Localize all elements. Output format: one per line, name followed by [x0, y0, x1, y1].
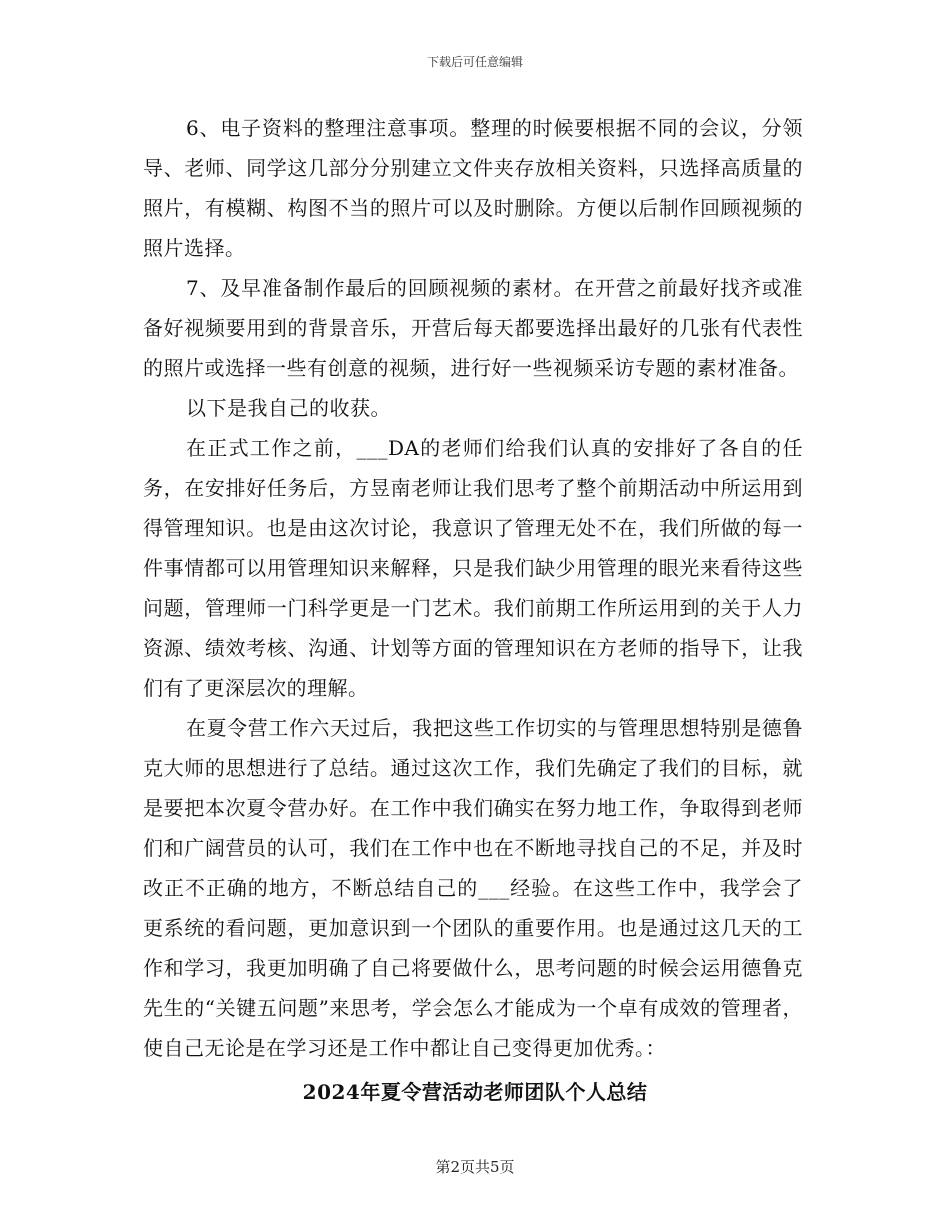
paragraph-item-7: 7、及早准备制作最后的回顾视频的素材。在开营之前最好找齐或准备好视频要用到的背景音乐，开营后每天都要选择出最好的几张有代表性的照片或选择一些有创意的视频，进行好一些视频采访专题的素材准备。: [143, 276, 803, 380]
document-title: 2024年夏令营活动老师团队个人总结: [302, 1080, 648, 1104]
paragraph-item-6: 6、电子资料的整理注意事项。整理的时候要根据不同的会议，分领导、老师、同学这几部分分别建立文件夹存放相关资料，只选择高质量的照片，有模糊、构图不当的照片可以及时删除。方便以后制作回顾视频的照片选择。: [143, 116, 803, 260]
page-header: 下载后可任意编辑: [426, 55, 523, 69]
document-body: [143, 108, 803, 1068]
page-footer: 第2页共5页: [435, 1158, 515, 1176]
paragraph-harvest-intro: 以下是我自己的收获。: [186, 396, 391, 420]
paragraph-after-camp: 在夏令营工作六天过后，我把这些工作切实的与管理思想特别是德鲁克大师的思想进行了总结。通过这次工作，我们先确定了我们的目标，就是要把本次夏令营办好。在工作中我们确实在努力地工作，争取得到老师们和广阔营员的认可，我们在工作中也在不断地寻找自己的不足，并及时改正不正确的地方，不断总结自己的___经验。在这些工作中，我学会了更系统的看问题，更加意识到一个团队的重要作用。也是通过这几天的工作和学习，我更加明确了自己将要做什么，思考问题的时候会运用德鲁克先生的“关键五问题”来思考，学会怎么才能成为一个卓有成效的管理者，使自己无论是在学习还是工作中都让自己变得更加优秀。：: [143, 716, 803, 1060]
paragraph-before-work: 在正式工作之前，___DA的老师们给我们认真的安排好了各自的任务，在安排好任务后，方昱南老师让我们思考了整个前期活动中所运用到得管理知识。也是由这次讨论，我意识了管理无处不在，我们所做的每一件事情都可以用管理知识来解释，只是我们缺少用管理的眼光来看待这些问题，管理师一门科学更是一门艺术。我们前期工作所运用到的关于人力资源、绩效考核、沟通、计划等方面的管理知识在方老师的指导下，让我们有了更深层次的理解。: [143, 436, 803, 700]
